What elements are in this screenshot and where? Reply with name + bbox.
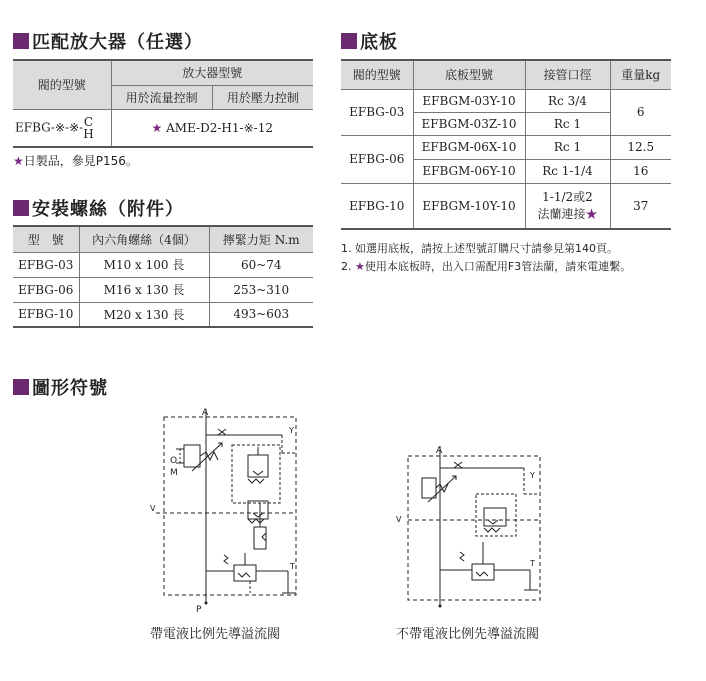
table-row: EFBGM-03Z-10 Rc 1 (341, 112, 671, 135)
left-diagram-caption: 帶電液比例先導溢流閥 (150, 627, 281, 642)
base-note-1: 1. 如選用底板，請按上述型號訂購尺寸請參見第140頁。 (341, 242, 618, 255)
section-marker (13, 33, 29, 49)
port-v-label: V (150, 504, 156, 513)
base-col-port: 接管口徑 (525, 60, 610, 89)
symbol-section-title: 圖形符號 (13, 374, 108, 400)
amp-valve-model: EFBG-※-※-C H (13, 109, 111, 147)
amp-section-title: 匹配放大器（任選） (13, 28, 203, 54)
amplifier-table (13, 59, 313, 148)
section-marker (13, 379, 29, 395)
amp-sub-flow: 用於流量控制 (111, 85, 212, 109)
amp-col-valve: 閥的型號 (13, 60, 111, 109)
base-col-valve: 閥的型號 (341, 60, 413, 89)
label-m: M (170, 468, 178, 478)
port-v-label: V (396, 515, 402, 524)
amp-model: ★ AME-D2-H1-※-12 (111, 109, 313, 147)
base-plate-table (341, 59, 671, 230)
table-row: EFBGM-06Y-10 Rc 1-1/4 16 (341, 159, 671, 183)
screw-col-bolt: 內六角螺絲（4個） (79, 226, 209, 252)
table-row: EFBG-03 M10 x 100 長 60~74 (13, 252, 313, 277)
table-row: EFBG-06 M16 x 130 長 253~310 (13, 277, 313, 302)
amp-col-amplifier: 放大器型號 (111, 60, 313, 85)
star-icon: ★ (585, 206, 598, 221)
port-t-label: T (290, 562, 295, 571)
base-section-title: 底板 (341, 28, 398, 54)
amp-sub-pressure: 用於壓力控制 (212, 85, 313, 109)
table-row: EFBG-03 EFBGM-03Y-10 Rc 3/4 6 (341, 89, 671, 112)
base-col-weight: 重量kg (610, 60, 671, 89)
table-row: EFBG-10 EFBGM-10Y-10 1-1/2或2 法蘭連接★ 37 (341, 183, 671, 229)
port-y-label: Y (530, 471, 535, 480)
port-t-label: T (530, 559, 535, 568)
left-hydraulic-symbol (150, 405, 310, 615)
port-y-label: Y (289, 426, 294, 435)
port-p-label: P (196, 605, 202, 615)
table-row: EFBG-10 M20 x 130 長 493~603 (13, 302, 313, 327)
amp-note: ★日製品，參見P156。 (13, 154, 138, 168)
star-icon: ★ (355, 260, 365, 273)
screw-col-torque: 擰緊力矩 N.m (209, 226, 313, 252)
screw-table (13, 225, 313, 328)
port-a-label: A (436, 446, 443, 456)
right-hydraulic-symbol (392, 442, 552, 614)
screw-col-model: 型 號 (13, 226, 79, 252)
base-col-model: 底板型號 (413, 60, 525, 89)
label-o: O (170, 456, 178, 466)
star-icon: ★ (13, 154, 24, 168)
port-a-label: A (202, 408, 209, 418)
base-note-2: 2. ★使用本底板時，出入口需配用F3管法蘭，請來電連繫。 (341, 260, 632, 273)
screw-section-title: 安裝螺絲（附件） (13, 195, 184, 221)
section-marker (13, 200, 29, 216)
right-diagram-caption: 不帶電液比例先導溢流閥 (396, 627, 540, 642)
star-icon: ★ (151, 120, 163, 135)
section-marker (341, 33, 357, 49)
table-row: EFBG-06 EFBGM-06X-10 Rc 1 12.5 (341, 135, 671, 159)
